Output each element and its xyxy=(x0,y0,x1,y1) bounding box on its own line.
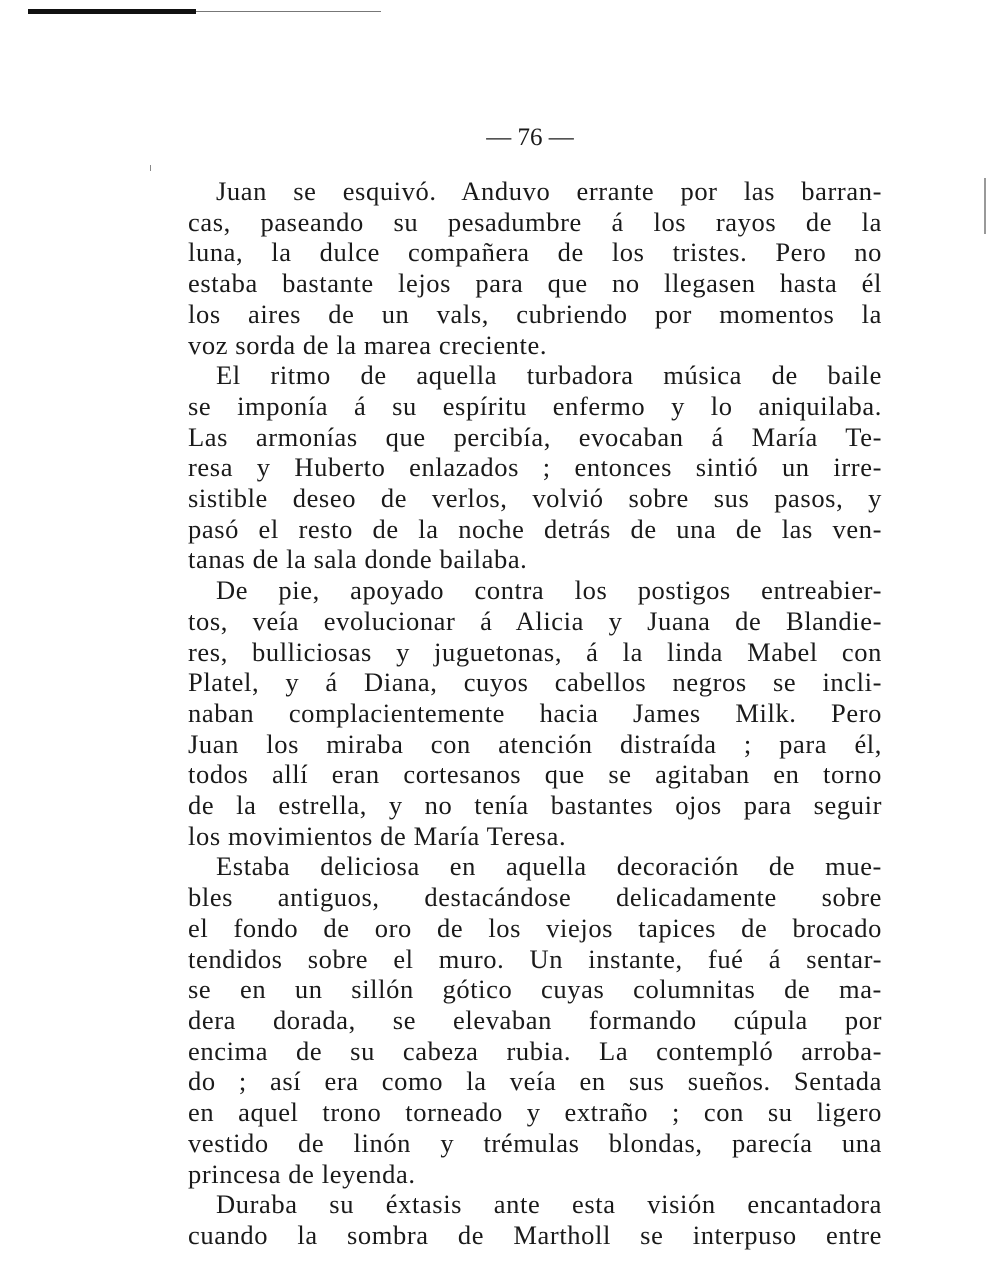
text-line: De pie, apoyado contra los postigos entreabier- xyxy=(216,575,882,606)
text-line: luna, la dulce compañera de los tristes. Pero no xyxy=(188,237,882,268)
scan-right-edge-mark xyxy=(984,178,986,234)
text-line: Juan se esquivó. Anduvo errante por las barran- xyxy=(216,176,882,206)
scan-edge-bar xyxy=(28,9,196,14)
text-line: Duraba su éxtasis ante esta visión encantadora xyxy=(216,1189,882,1220)
text-line: cas, paseando su pesadumbre á los rayos de la xyxy=(188,206,882,237)
text-line: de la estrella, y no tenía bastantes ojos para seguir xyxy=(188,790,882,821)
text-line: Platel, y á Diana, cuyos cabellos negros se incli- xyxy=(188,667,882,698)
text-line: cuando la sombra de Martholl se interpuso entre xyxy=(188,1219,882,1250)
text-line: Juan los miraba con atención distraída ; para él, xyxy=(188,728,882,759)
text-line: naban complacientemente hacia James Milk. Pero xyxy=(188,697,882,728)
body-text xyxy=(188,176,882,1251)
text-line: princesa de leyenda. xyxy=(188,1158,416,1189)
text-line: do ; así era como la veía en sus sueños. Sentada xyxy=(188,1066,882,1097)
text-line: dera dorada, se elevaban formando cúpula por xyxy=(188,1004,882,1035)
text-line: El ritmo de aquella turbadora música de baile xyxy=(216,360,882,391)
text-line: bles antiguos, destacándose delicadamente sobre xyxy=(188,882,882,913)
text-line: tanas de la sala donde bailaba. xyxy=(188,544,528,575)
text-line: estaba bastante lejos para que no llegasen hasta él xyxy=(188,268,882,299)
text-line: el fondo de oro de los viejos tapices de brocado xyxy=(188,912,882,943)
text-line: res, bulliciosas y juguetonas, á la linda Mabel con xyxy=(188,636,882,667)
text-line: todos allí eran cortesanos que se agitaban en torno xyxy=(188,759,882,790)
text-line: los aires de un vals, cubriendo por momentos la xyxy=(188,298,882,329)
text-line: en aquel trono torneado y extraño ; con su ligero xyxy=(188,1097,882,1128)
paragraph xyxy=(188,1189,882,1250)
text-line: Estaba deliciosa en aquella decoración de mue- xyxy=(216,851,882,882)
paragraph xyxy=(188,176,882,360)
text-line: voz sorda de la marea creciente. xyxy=(188,329,548,360)
text-line: se en un sillón gótico cuyas columnitas de ma- xyxy=(188,974,882,1005)
text-line: encima de su cabeza rubia. La contempló arroba- xyxy=(188,1035,882,1066)
text-line: tos, veía evolucionar á Alicia y Juana de Blandie- xyxy=(188,605,882,636)
text-line: resa y Huberto enlazados ; entonces sintió un irre- xyxy=(188,452,882,483)
scan-edge-line xyxy=(196,11,381,12)
paragraph xyxy=(188,851,882,1189)
paragraph xyxy=(188,360,882,575)
text-line: Las armonías que percibía, evocaban á María Te- xyxy=(188,421,882,452)
page-number-header: — 76 — xyxy=(486,124,574,151)
scan-mark xyxy=(150,165,151,171)
text-line: vestido de linón y trémulas blondas, parecía una xyxy=(188,1127,882,1158)
text-line: pasó el resto de la noche detrás de una de las ven- xyxy=(188,513,882,544)
text-line: se imponía á su espíritu enfermo y lo aniquilaba. xyxy=(188,390,882,421)
paragraph xyxy=(188,575,882,851)
text-line: tendidos sobre el muro. Un instante, fué á sentar- xyxy=(188,943,882,974)
text-line: los movimientos de María Teresa. xyxy=(188,820,567,851)
text-line: sistible deseo de verlos, volvió sobre sus pasos, y xyxy=(188,483,882,514)
